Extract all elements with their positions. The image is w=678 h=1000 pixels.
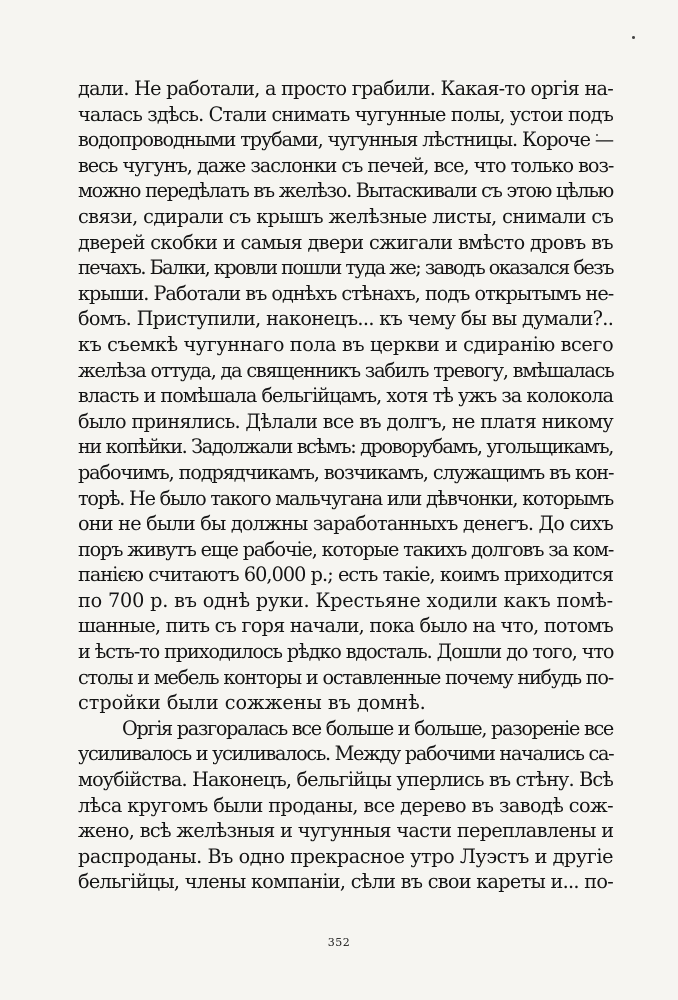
- text-line: крыши. Работали въ однѣхъ стѣнахъ, подъ открытымъ не-: [78, 281, 614, 305]
- text-line: усиливалось и усиливалось. Между рабочими начались са-: [78, 742, 614, 766]
- text-line: чалась здѣсь. Стали снимать чугунные полы, устои подъ: [78, 102, 614, 126]
- text-line: поръ живутъ еще рабочіе, которые такихъ долговъ за ком-: [78, 537, 614, 561]
- text-line: печахъ. Балки, кровли пошли туда же; заводъ оказался безъ: [78, 256, 613, 280]
- text-line: дали. Не работали, а просто грабили. Какая-то оргія на-: [78, 77, 613, 100]
- page-number: 352: [327, 936, 351, 949]
- text-line: столы и мебель конторы и оставленные почему нибудь по-: [78, 665, 613, 689]
- text-line: бомъ. Приступили, наконецъ... къ чему бы вы думали?..: [78, 307, 614, 331]
- text-line: жено, всѣ желѣзныя и чугунныя части переплавлены и: [78, 819, 614, 843]
- text-line: шанные, пить съ горя начали, пока было на что, потомъ: [78, 614, 613, 638]
- paper-speck: [632, 36, 635, 39]
- text-line: Оргія разгоралась все больше и больше, разореніе все: [122, 716, 613, 740]
- text-line: власть и помѣшала бельгійцамъ, хотя тѣ ужъ за колокола: [78, 384, 613, 408]
- text-line: распроданы. Въ одно прекрасное утро Луэстъ и другіе: [78, 844, 613, 868]
- text-line: бельгійцы, члены компаніи, сѣли въ свои кареты и... по-: [78, 870, 613, 894]
- text-line: моубійства. Наконецъ, бельгійцы уперлись въ стѣну. Всѣ: [78, 768, 613, 792]
- text-line: рабочимъ, подрядчикамъ, возчикамъ, служащимъ въ кон-: [78, 460, 614, 484]
- text-line: можно передѣлать въ желѣзо. Вытаскивали съ этою цѣлью: [78, 179, 613, 203]
- text-line: стройки были сожжены въ домнѣ.: [78, 691, 426, 715]
- text-line: дверей скобки и самыя двери сжигали вмѣсто дровъ въ: [78, 230, 613, 254]
- text-line: было принялись. Дѣлали все въ долгъ, не платя никому: [78, 409, 613, 433]
- text-line: связи, сдирали съ крышъ желѣзные листы, снимали съ: [78, 204, 614, 228]
- text-line: и ѣсть-то приходилось рѣдко вдосталь. Дошли до того, что: [78, 640, 614, 664]
- text-line: къ съемкѣ чугуннаго пола въ церкви и сдиранію всего: [78, 332, 614, 356]
- text-line: водопроводными трубами, чугунныя лѣстницы. Короче —: [78, 128, 613, 152]
- text-line: торѣ. Не было такого мальчугана или дѣвчонки, которымъ: [78, 486, 613, 510]
- text-line: лѣса кругомъ были проданы, все дерево въ заводѣ сож-: [78, 793, 614, 817]
- text-line: по 700 р. въ однѣ руки. Крестьяне ходили какъ помѣ-: [78, 588, 613, 612]
- text-line: ни копѣйки. Задолжали всѣмъ: дроворубамъ, угольщикамъ,: [78, 435, 613, 459]
- text-line: они не были бы должны заработанныхъ денегъ. До сихъ: [78, 512, 613, 536]
- text-line: желѣза оттуда, да священникъ забилъ тревогу, вмѣшалась: [78, 358, 614, 382]
- text-line: весь чугунъ, даже заслонки съ печей, все, что только воз-: [78, 153, 614, 177]
- text-line: панією считаютъ 60,000 р.; есть такіе, коимъ приходится: [78, 563, 613, 587]
- body-text: [78, 76, 613, 895]
